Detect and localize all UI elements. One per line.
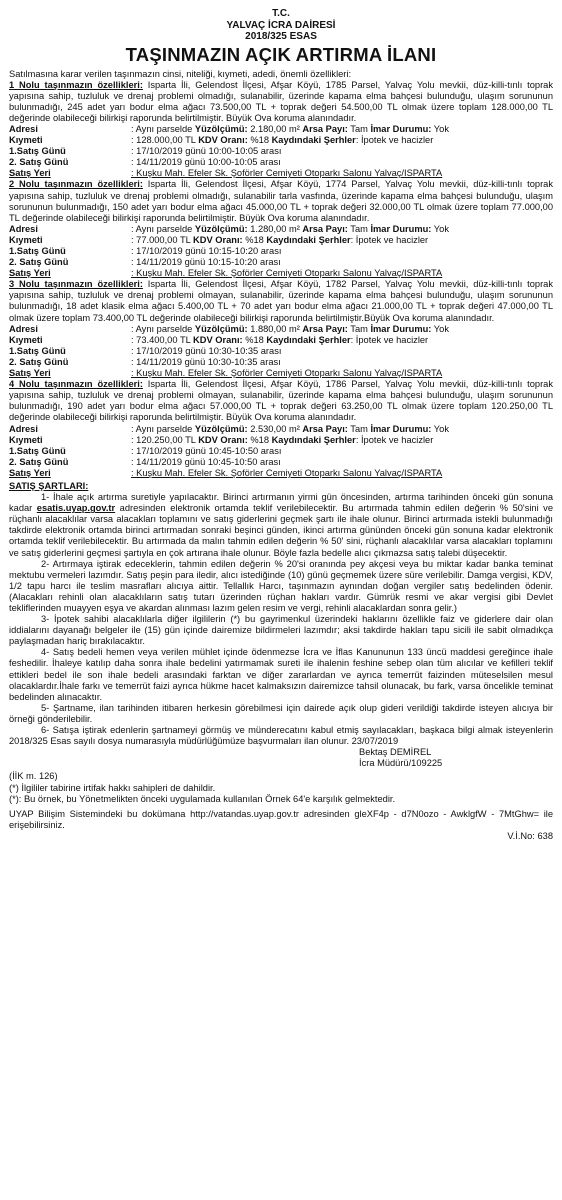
address-values [131, 424, 553, 435]
annotations-label: Kaydındaki Şerhler [266, 234, 351, 245]
property-sale2-row [9, 157, 553, 168]
property-value-row [9, 235, 553, 246]
condition-3: 3- İpotek sahibi alacaklılarla diğer ilgililerin (*) bu gayrimenkul üzerindeki haklarını özellikle faiz ve giderlere dair olan iddialarını dayanağı belgeler ile (15) gün içinde dairemize bildirmeleri lazımdır; aksi takdirde hakları tapu sicili ile sabit olmadıkça paylaşmadan hariç bırakılacaktır. [9, 614, 553, 647]
intro-text: Satılmasına karar verilen taşınmazın cinsi, niteliği, kıymeti, adedi, önemli özellikleri: [9, 68, 352, 79]
property-sale2-row [9, 257, 553, 268]
address-value: : Aynı parselde [131, 323, 195, 334]
property-description [9, 279, 553, 323]
header-tc: T.C. [272, 8, 290, 19]
share-value: Tam [347, 423, 371, 434]
sale2-value: : 14/11/2019 günü 10:15-10:20 arası [131, 257, 281, 268]
property-block [9, 80, 553, 180]
page-title: TAŞINMAZIN AÇIK ARTIRMA İLANI [125, 43, 437, 65]
signature-title: İcra Müdürü/109225 [359, 758, 443, 769]
location-label: Satış Yeri [9, 368, 51, 379]
annotations-value: : İpotek ve hacizler [350, 234, 429, 245]
location-value: : Kuşku Mah. Efeler Sk. Şoförler Cemiyeti Otoparkı Salonu Yalvaç/ISPARTA [131, 467, 443, 478]
property-address-row [9, 424, 553, 435]
property-sale2-row [9, 357, 553, 368]
sale1-label: 1.Satış Günü [9, 246, 66, 256]
property-sale1-row [9, 146, 553, 157]
value-amount: : 77.000,00 TL [131, 234, 194, 245]
share-label: Arsa Payı: [302, 123, 348, 134]
address-values [131, 324, 553, 335]
vi-number: V.İ.No: 638 [507, 830, 553, 841]
condition-6: 6- Satışa iştirak edenlerin şartnameyi görmüş ve münderecatını kabul etmiş sayılacakları, başkaca bilgi almak isteyenlerin 2018/325 Esas sayılı dosya numarasıyla müdürlüğümüze başvurmaları ilan olunur. 23/07/2019 [9, 725, 553, 747]
vat-label: KDV Oranı: [193, 334, 243, 345]
vat-label: KDV Oranı: [198, 135, 248, 146]
sale1-value: : 17/10/2019 günü 10:45-10:50 arası [131, 445, 282, 456]
zoning-value: Yok [431, 323, 449, 334]
location-label: Satış Yeri [9, 168, 51, 179]
sale1-value: : 17/10/2019 günü 10:30-10:35 arası [131, 345, 282, 356]
sale1-value: : 17/10/2019 günü 10:15-10:20 arası [131, 246, 282, 256]
value-values [131, 335, 553, 346]
annotations-value: : İpotek ve hacizler [355, 135, 434, 146]
sale2-label: 2. Satış Günü [9, 356, 69, 367]
share-label: Arsa Payı: [302, 323, 348, 334]
value-amount: : 73.400,00 TL [131, 334, 194, 345]
property-desc-text: Isparta İli, Gelendost İlçesi, Afşar Köyü, 1785 Parsel, Yalvaç Yolu mevkii, düz-killi-tınlı toprak yapısına sahip, tuzluluk ve drenaj problemi olmadığı, sulanabilir, üzerinde kapama elma bahçesi bulunduğu, ulaşım sorununun bulunmadığı, 245 adet yarı bodur elma ağacı 73.500,00 TL + toprak değeri 54.500,00 TL olmak üzere toplam 128.000,00 TL değerinde olabileceği bilirkişi raporunda belirtilmiştir. Büyük Ova koruma alanındadır. [9, 79, 553, 123]
property-address-row [9, 324, 553, 335]
vat-value: %18 [242, 234, 267, 245]
zoning-value: Yok [431, 423, 449, 434]
share-value: Tam [347, 123, 371, 134]
zoning-label: İmar Durumu: [370, 123, 432, 134]
annotations-value: : İpotek ve hacizler [355, 434, 434, 445]
property-description [9, 379, 553, 423]
share-value: Tam [347, 223, 371, 234]
property-location-row [9, 268, 553, 279]
area-label: Yüzölçümü: [194, 223, 248, 234]
conditions-heading: SATIŞ ŞARTLARI: [9, 480, 89, 491]
area-label: Yüzölçümü: [194, 323, 248, 334]
zoning-label: İmar Durumu: [370, 323, 432, 334]
condition-5: 5- Şartname, ilan tarihinden itibaren herkesin görebilmesi için dairede açık olup gideri verildiği takdirde isteyen alıcıya bir örneği gönderilebilir. [9, 702, 553, 724]
annotations-label: Kaydındaki Şerhler [266, 334, 351, 345]
sale2-label: 2. Satış Günü [9, 157, 69, 168]
area-label: Yüzölçümü: [194, 423, 248, 434]
sale2-value: : 14/11/2019 günü 10:30-10:35 arası [131, 356, 281, 367]
area-value: 1.280,00 m² [247, 223, 303, 234]
area-value: 2.180,00 m² [247, 123, 303, 134]
property-description [9, 179, 553, 223]
sale1-label: 1.Satış Günü [9, 146, 66, 157]
property-desc-text: Isparta İli, Gelendost İlçesi, Afşar Köyü, 1786 Parsel, Yalvaç Yolu mevkii, düz-killi-tınlı toprak yapısına sahip, tuzluluk ve drenaj problemi olmayan, sulanabilir, üzerinde kapama elma bahçesi bulunduğu, ulaşım sorununun bulunmadığı, 190 adet yarı bodur elma ağacı 57.000,00 TL + toprak değeri 63.250,00 TL olmak üzere toplam 120.250,00 TL değerinde olabileceği bilirkişi raporunda belirtilmiştir. Büyük Ova koruma alanındadır. [9, 379, 553, 423]
value-amount: : 128.000,00 TL [131, 135, 199, 146]
annotations-label: Kaydındaki Şerhler [271, 434, 356, 445]
property-heading: 4 Nolu taşınmazın özellikleri: [9, 379, 143, 390]
address-value: : Aynı parselde [131, 223, 195, 234]
vat-value: %18 [242, 334, 267, 345]
sale1-label: 1.Satış Günü [9, 345, 66, 356]
value-values [131, 235, 553, 246]
condition-1-text-cont: adresinden elektronik ortamda teklif verilebilecektir. Bu artırmada tahmin edilen değerin % 50'sini ve rüçhanlı alacaklılar varsa alacakları toplamını ve satış giderlerini geçmek şartı ile ihale olunur. Birinci artırmada istekli bulunmadığı takdirde elektronik ortamda birinci artırmadan sonraki beşinci günden, ikinci artırma gününden önceki gün sonuna kadar elektronik ortamda teklif verilebilecektir. Bu artırmada da malın tahmin edilen değerin % 50' sini, rüçhanlı alacaklılar varsa alacakları toplamını ve satış giderlerini geçmesi şartıyla en çok artırana ihale olunur. Böyle fazla bedelle alıcı çıkmazsa satış talebi düşecektir. [9, 503, 553, 558]
value-label: Kıymeti [9, 334, 43, 345]
condition-4: 4- Satış bedeli hemen veya verilen mühlet içinde ödenmezse İcra ve İflas Kanununun 133 üncü maddesi gereğince ihale feshedilir. İhaleye katılıp daha sonra ihale bedelini yatırmamak sureti ile ihalenin feshine sebep olan tüm alıcılar ve kefilleri teklif ettikleri bedel ile son ihale bedeli arasındaki farktan ve diğer zararlardan ve ayrıca temerrüt faizinden müteselsilen mesul olacaklardır.İhale farkı ve temerrüt faizi ayrıca hükme hacet kalmaksızın dairemizce tahsil olunacak, bu fark, varsa öncelikle teminat bedelinden alınacaktır. [9, 647, 553, 702]
zoning-label: İmar Durumu: [370, 223, 432, 234]
sale1-value: : 17/10/2019 günü 10:00-10:05 arası [131, 146, 282, 157]
signature-name: Bektaş DEMİREL [359, 747, 432, 758]
property-list [9, 80, 553, 479]
value-values [131, 435, 553, 446]
address-value: : Aynı parselde [131, 123, 195, 134]
header-office: YALVAÇ İCRA DAİRESİ [226, 19, 336, 31]
esatis-link[interactable]: esatis.uyap.gov.tr [36, 503, 116, 514]
sale1-label: 1.Satış Günü [9, 445, 66, 456]
property-value-row [9, 435, 553, 446]
property-block [9, 179, 553, 279]
share-label: Arsa Payı: [302, 423, 348, 434]
location-label: Satış Yeri [9, 467, 51, 478]
area-value: 1.880,00 m² [247, 323, 303, 334]
condition-1 [9, 492, 553, 559]
location-value: : Kuşku Mah. Efeler Sk. Şoförler Cemiyeti Otoparkı Salonu Yalvaç/ISPARTA [131, 168, 443, 179]
value-values [131, 135, 553, 146]
property-value-row [9, 335, 553, 346]
property-address-row [9, 124, 553, 135]
location-value: : Kuşku Mah. Efeler Sk. Şoförler Cemiyeti Otoparkı Salonu Yalvaç/ISPARTA [131, 268, 443, 279]
zoning-value: Yok [431, 123, 449, 134]
footer-note-2: (*): Bu örnek, bu Yönetmelikten önceki uygulamada kullanılan Örnek 64'e karşılık gelmektedir. [9, 793, 396, 804]
sale2-value: : 14/11/2019 günü 10:45-10:50 arası [131, 456, 281, 467]
condition-2: 2- Artırmaya iştirak edeceklerin, tahmin edilen değerin % 20'si oranında pey akçesi veya bu miktar kadar banka teminat mektubu vermeleri lazımdır. Satış peşin para iledir, alıcı istediğinde (10) günü geçmemek üzere süre verilebilir. Damga vergisi, KDV, 1/2 tapu harcı ile teslim masrafları alıcıya aittir. Tellallık Harcı, taşınmazın aynından doğan vergiler satış bedelinden ödenir. (Alacakları rehinli olan alacaklıların satış tutarı üzerinden rüçhan hakları vardır. Gümrük resmi ve akar vergisi gibi Devlet tekliflerinden muayyen eşya ve akardan alınması lazım gelen resim ve vergi, rehinli alacaklardan sonra gelir.) [9, 558, 553, 613]
location-label: Satış Yeri [9, 268, 51, 279]
vat-value: %18 [247, 434, 272, 445]
zoning-value: Yok [431, 223, 449, 234]
address-label: Adresi [9, 423, 38, 434]
property-description [9, 80, 553, 124]
location-value: : Kuşku Mah. Efeler Sk. Şoförler Cemiyeti Otoparkı Salonu Yalvaç/ISPARTA [131, 368, 443, 379]
property-sale1-row [9, 346, 553, 357]
condition-1-text: 1- İhale açık artırma suretiyle yapılacaktır. Birinci artırmanın yirmi gün öncesinden, artırma tarihinden önceki gün sonuna kadar [9, 492, 553, 514]
vat-label: KDV Oranı: [193, 234, 243, 245]
property-desc-text: Isparta İli, Gelendost İlçesi, Afşar Köyü, 1774 Parsel, Yalvaç Yolu mevkii, düz-killi-tınlı toprak yapısına sahip, tuzluluk ve drenaj problemi olmadığı, sulanabilir tarla vasfında, üzerinde kapama elma bahçesi bulunduğu, ulaşım sorununun bulunmadığı, 150 adet yarı bodur elma ağacı 45.000,00 TL + toprak değeri 32.000,00 TL olmak üzere toplam 77.000,00 TL değerinde olabileceği bilirkişi raporunda belirtilmiştir. Büyük Ova koruma alanındadır. [9, 179, 553, 223]
address-label: Adresi [9, 323, 38, 334]
zoning-label: İmar Durumu: [370, 423, 432, 434]
property-block [9, 379, 553, 479]
share-value: Tam [347, 323, 371, 334]
sale2-label: 2. Satış Günü [9, 257, 69, 268]
sale2-label: 2. Satış Günü [9, 456, 69, 467]
property-location-row [9, 168, 553, 179]
area-value: 2.530,00 m² [247, 423, 303, 434]
footer-ref: (İİK m. 126) [9, 771, 58, 782]
address-values [131, 124, 553, 135]
property-sale2-row [9, 457, 553, 468]
value-label: Kıymeti [9, 135, 43, 146]
vat-label: KDV Oranı: [198, 434, 248, 445]
property-heading: 3 Nolu taşınmazın özellikleri: [9, 279, 143, 290]
header-case: 2018/325 ESAS [245, 31, 317, 42]
value-amount: : 120.250,00 TL [131, 434, 199, 445]
property-heading: 1 Nolu taşınmazın özellikleri: [9, 79, 143, 90]
value-label: Kıymeti [9, 234, 43, 245]
property-location-row [9, 368, 553, 379]
uyap-text: UYAP Bilişim Sistemindeki bu dokümana http://vatandas.uyap.gov.tr adresinden gleXF4p - d7N0ozo - AwklgfW - 7MtGhw= ile erişebilirsiniz. [9, 808, 553, 830]
address-label: Adresi [9, 123, 38, 134]
address-label: Adresi [9, 223, 38, 234]
property-address-row [9, 224, 553, 235]
conditions-section [9, 481, 553, 747]
value-label: Kıymeti [9, 434, 43, 445]
sale2-value: : 14/11/2019 günü 10:00-10:05 arası [131, 157, 281, 168]
property-block [9, 279, 553, 379]
share-label: Arsa Payı: [302, 223, 348, 234]
property-value-row [9, 135, 553, 146]
address-value: : Aynı parselde [131, 423, 195, 434]
uyap-block [9, 809, 553, 842]
vat-value: %18 [247, 135, 272, 146]
area-label: Yüzölçümü: [194, 123, 248, 134]
property-heading: 2 Nolu taşınmazın özellikleri: [9, 179, 143, 190]
property-desc-text: Isparta İli, Gelendost İlçesi, Afşar Köyü, 1782 Parsel, Yalvaç Yolu mevkii, düz-killi-tınlı toprak yapısına sahip, tuzluluk ve drenaj problemi olmayan, sulanabilir, üzerinde kapama elma bahçesi bulunduğu, ulaşım sorununun bulunmadığı, 18 adet klasik elma ağacı 5.400,00 TL + 70 adet yarı bodur elma ağacı 21.000,00 TL + toprak değeri 47.000,00 TL olmak üzere toplam 73.400,00 TL değerinde olabileceği bilirkişi raporunda belirtilmiştir.Büyük Ova koruma alanındadır. [9, 279, 553, 323]
annotations-label: Kaydındaki Şerhler [271, 135, 356, 146]
property-sale1-row [9, 446, 553, 457]
property-location-row [9, 468, 553, 479]
footer-note-1: (*) İlgililer tabirine irtifak hakkı sahipleri de dahildir. [9, 782, 216, 793]
property-sale1-row [9, 246, 553, 257]
address-values [131, 224, 553, 235]
annotations-value: : İpotek ve hacizler [350, 334, 429, 345]
